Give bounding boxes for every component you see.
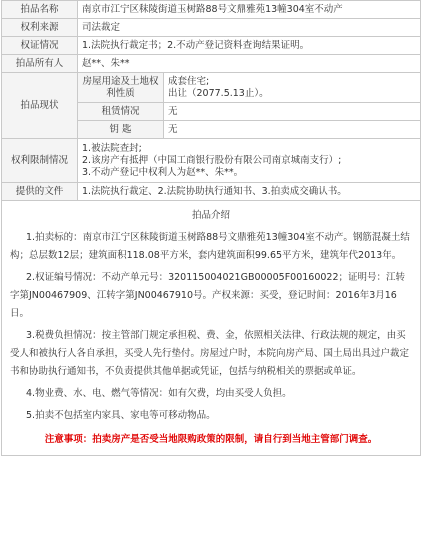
intro-paragraph-4: 4.物业费、水、电、燃气等情况：如有欠费，均由买受人负担。 xyxy=(26,388,292,399)
keys-label: 钥 匙 xyxy=(78,121,164,139)
lease-label: 租赁情况 xyxy=(78,103,164,121)
target-value: 南京市江宁区秣陵街道玉树路88号文鼎雅苑13幢304室不动产 xyxy=(78,1,421,19)
intro-paragraph-3: 3.税费负担情况：按主管部门规定承担税、费、金，依照相关法律、行政法规的规定，由买受人和被执行人各自承担，买受人先行垫付。房屋过户时，本院向房产局、国土局出具过户裁定书和协助执行通知书，不负责提供其他单据或凭证，包括与纳税相关的票据或单证。 xyxy=(10,330,410,377)
usage-value-line-2: 出让（2077.5.13止）。 xyxy=(168,87,269,99)
usage-value-line-1: 成套住宅; xyxy=(168,75,210,87)
docs-label: 提供的文件 xyxy=(2,183,78,201)
limit-value-line-1: 1.被法院查封; xyxy=(82,142,142,154)
limit-label: 权利限制情况 xyxy=(2,139,78,183)
owner-value: 赵**、朱** xyxy=(78,55,421,73)
limit-value xyxy=(78,139,421,183)
source-value: 司法裁定 xyxy=(78,19,421,37)
table-row xyxy=(2,73,421,103)
keys-value: 无 xyxy=(164,121,421,139)
auction-intro xyxy=(1,201,421,456)
docs-value: 1.法院执行裁定、2.法院协助执行通知书、3.拍卖成交确认书。 xyxy=(78,183,421,201)
intro-paragraph-2: 2.权证编号情况：不动产单元号：320115004021GB00005F00160022；证明号：江转字第JN00467909、江转字第JN00467910号。产权来源：买受，登记时间：2016年3月16日。 xyxy=(10,272,406,319)
intro-paragraph-5: 5.拍卖不包括室内家具、家电等可移动物品。 xyxy=(26,410,216,421)
warning-note: 注意事项：拍卖房产是否受当地限购政策的限制，请自行到当地主管部门调查。 xyxy=(44,434,378,445)
source-label: 权利来源 xyxy=(2,19,78,37)
owner-label: 拍品所有人 xyxy=(2,55,78,73)
proof-value: 1.法院执行裁定书；2.不动产登记资料查询结果证明。 xyxy=(78,37,421,55)
table-row xyxy=(2,183,421,201)
proof-label: 权证情况 xyxy=(2,37,78,55)
lease-value: 无 xyxy=(164,103,421,121)
status-label: 拍品现状 xyxy=(2,73,78,139)
table-row xyxy=(2,1,421,19)
intro-title: 拍品介绍 xyxy=(191,210,230,221)
usage-label: 房屋用途及土地权利性质 xyxy=(78,73,164,103)
limit-value-line-2: 2.该房产有抵押（中国工商银行股份有限公司南京城南支行）; xyxy=(82,154,342,166)
table-row xyxy=(2,19,421,37)
usage-value xyxy=(164,73,421,103)
limit-value-line-3: 3.不动产登记中权利人为赵**、朱**。 xyxy=(82,166,244,178)
table-row xyxy=(2,139,421,183)
table-row xyxy=(2,37,421,55)
intro-paragraph-1: 1.拍卖标的：南京市江宁区秣陵街道玉树路88号文鼎雅苑13幢304室不动产。钢筋混凝土结构；总层数12层；建筑面积118.08平方米，套内建筑面积99.65平方米，建筑年代2013年。 xyxy=(10,232,410,261)
auction-info-table xyxy=(1,0,421,201)
table-row xyxy=(2,55,421,73)
auction-detail xyxy=(1,0,421,456)
target-label: 拍品名称 xyxy=(2,1,78,19)
